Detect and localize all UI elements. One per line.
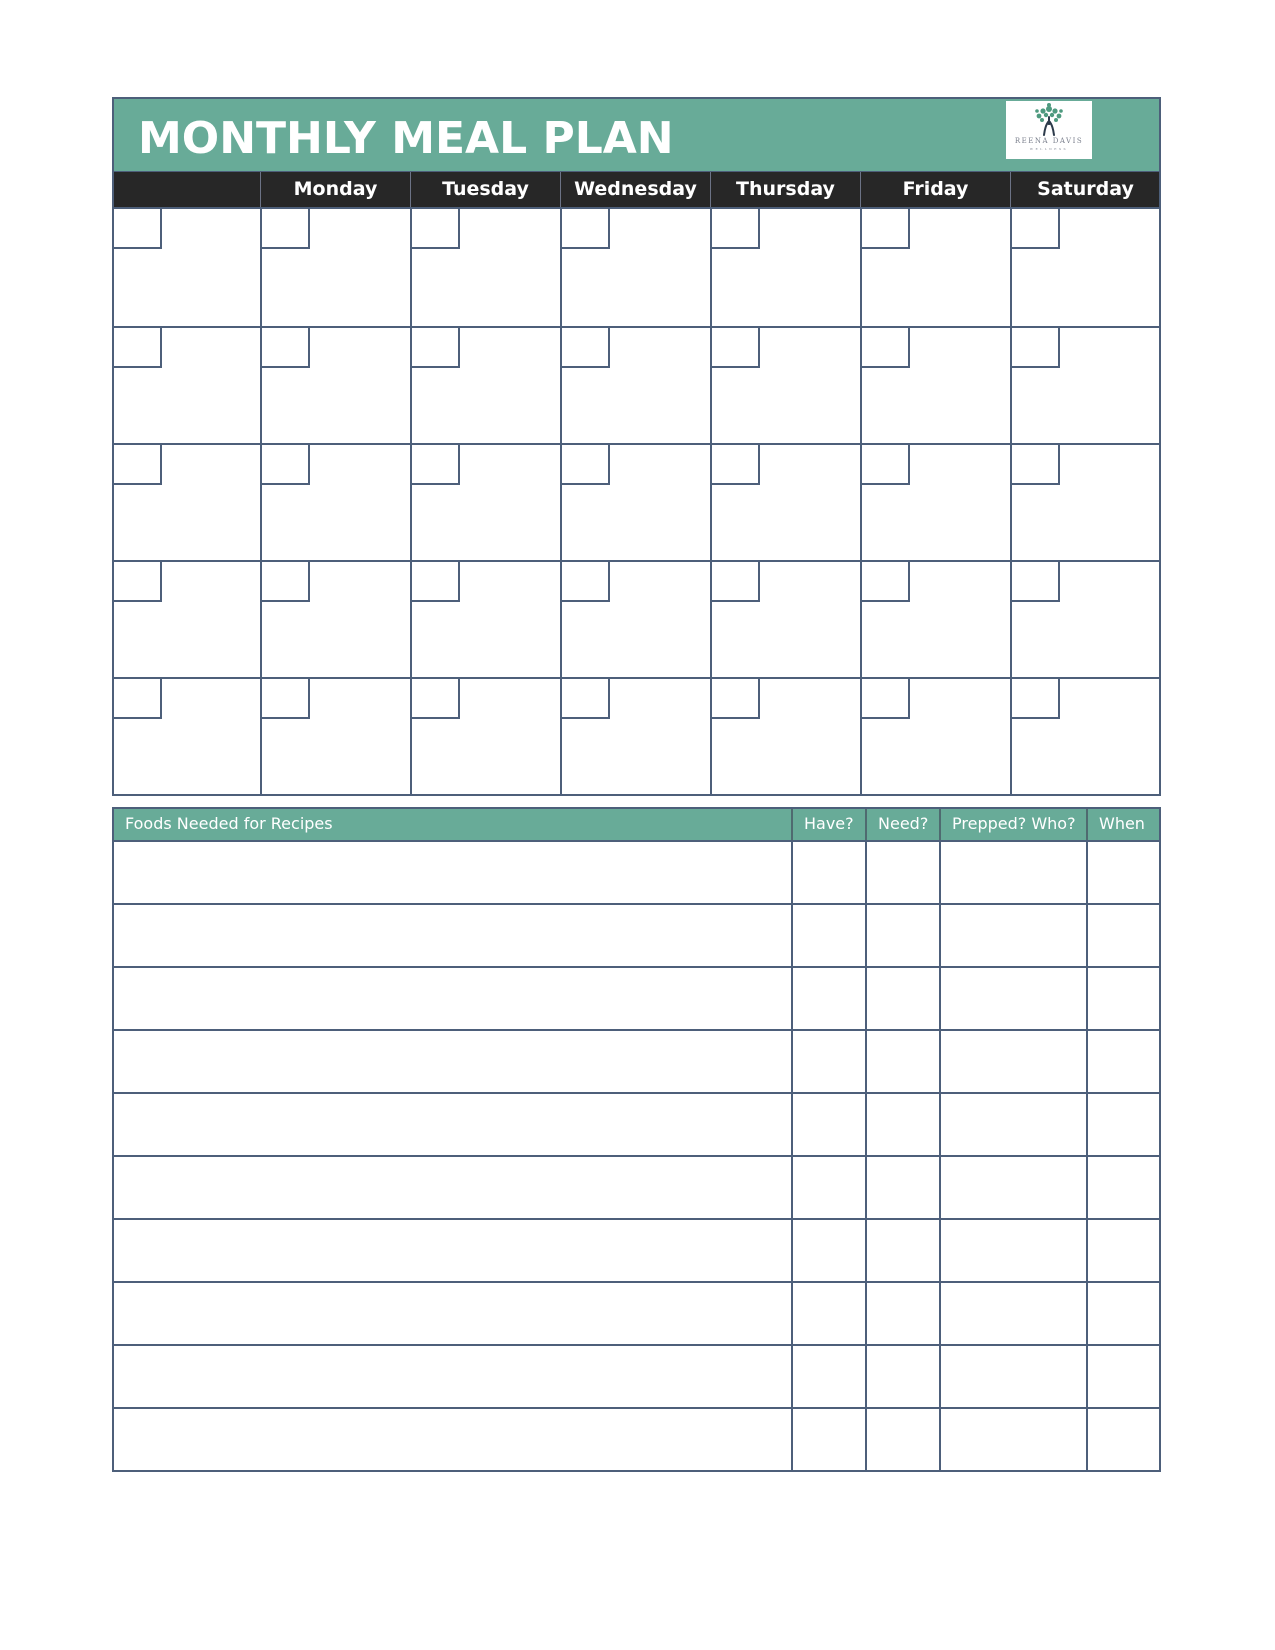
calendar-day-cell[interactable]	[860, 677, 1010, 794]
date-number-box[interactable]	[412, 445, 460, 485]
date-number-box[interactable]	[262, 328, 310, 368]
column-header-need: Need?	[865, 809, 939, 840]
calendar-day-cell[interactable]	[114, 560, 260, 677]
table-row	[114, 1029, 1159, 1092]
when-cell[interactable]	[1086, 1344, 1159, 1407]
calendar-day-cell[interactable]	[114, 443, 260, 560]
when-cell[interactable]	[1086, 1029, 1159, 1092]
have-cell[interactable]	[791, 1029, 865, 1092]
food-name-cell[interactable]	[114, 1407, 791, 1470]
have-cell[interactable]	[791, 1344, 865, 1407]
calendar-day-cell[interactable]	[560, 209, 710, 326]
need-cell[interactable]	[865, 1344, 939, 1407]
calendar-day-cell[interactable]	[710, 677, 860, 794]
need-cell[interactable]	[865, 1281, 939, 1344]
table-row	[114, 966, 1159, 1029]
food-name-cell[interactable]	[114, 1218, 791, 1281]
table-row	[114, 1281, 1159, 1344]
have-cell[interactable]	[791, 966, 865, 1029]
calendar-day-cell[interactable]	[1010, 209, 1160, 326]
have-cell[interactable]	[791, 1155, 865, 1218]
calendar-day-cell[interactable]	[114, 209, 260, 326]
when-cell[interactable]	[1086, 1407, 1159, 1470]
calendar-day-cell[interactable]	[260, 443, 410, 560]
calendar-day-cell[interactable]	[114, 677, 260, 794]
date-number-box[interactable]	[1012, 679, 1060, 719]
calendar-day-cell[interactable]	[410, 677, 560, 794]
need-cell[interactable]	[865, 1029, 939, 1092]
tree-icon	[1006, 101, 1092, 137]
when-cell[interactable]	[1086, 840, 1159, 903]
table-row	[114, 1092, 1159, 1155]
when-cell[interactable]	[1086, 903, 1159, 966]
have-cell[interactable]	[791, 1407, 865, 1470]
calendar-day-cell[interactable]	[260, 326, 410, 443]
date-number-box[interactable]	[562, 445, 610, 485]
food-name-cell[interactable]	[114, 1092, 791, 1155]
have-cell[interactable]	[791, 1092, 865, 1155]
prepped-who-cell[interactable]	[939, 1407, 1086, 1470]
when-cell[interactable]	[1086, 1281, 1159, 1344]
calendar-day-cell[interactable]	[560, 443, 710, 560]
calendar-day-cell[interactable]	[710, 443, 860, 560]
need-cell[interactable]	[865, 966, 939, 1029]
column-header-when: When	[1086, 809, 1159, 840]
date-number-box[interactable]	[114, 209, 162, 249]
when-cell[interactable]	[1086, 1218, 1159, 1281]
have-cell[interactable]	[791, 903, 865, 966]
calendar-day-cell[interactable]	[410, 209, 560, 326]
date-number-box[interactable]	[712, 679, 760, 719]
date-number-box[interactable]	[562, 328, 610, 368]
date-number-box[interactable]	[862, 209, 910, 249]
need-cell[interactable]	[865, 1092, 939, 1155]
date-number-box[interactable]	[562, 562, 610, 602]
calendar-day-cell[interactable]	[710, 209, 860, 326]
calendar-day-cell[interactable]	[1010, 560, 1160, 677]
foods-needed-table	[112, 807, 1161, 1472]
table-row	[114, 1218, 1159, 1281]
date-number-box[interactable]	[1012, 328, 1060, 368]
calendar-day-cell[interactable]	[1010, 677, 1160, 794]
food-name-cell[interactable]	[114, 1281, 791, 1344]
prepped-who-cell[interactable]	[939, 966, 1086, 1029]
prepped-who-cell[interactable]	[939, 1155, 1086, 1218]
prepped-who-cell[interactable]	[939, 903, 1086, 966]
calendar-day-cell[interactable]	[260, 677, 410, 794]
date-number-box[interactable]	[262, 562, 310, 602]
date-number-box[interactable]	[114, 679, 162, 719]
date-number-box[interactable]	[412, 209, 460, 249]
date-number-box[interactable]	[712, 562, 760, 602]
need-cell[interactable]	[865, 1155, 939, 1218]
date-number-box[interactable]	[114, 445, 162, 485]
table-row	[114, 840, 1159, 903]
calendar-day-cell[interactable]	[560, 677, 710, 794]
need-cell[interactable]	[865, 840, 939, 903]
date-number-box[interactable]	[862, 679, 910, 719]
date-number-box[interactable]	[862, 328, 910, 368]
food-name-cell[interactable]	[114, 840, 791, 903]
weekday-header-thursday: Thursday	[710, 172, 860, 207]
date-number-box[interactable]	[412, 562, 460, 602]
calendar-day-cell[interactable]	[710, 326, 860, 443]
logo-name: REENA DAVIS	[1014, 137, 1084, 145]
table-row	[114, 1155, 1159, 1218]
weekday-header-monday: Monday	[260, 172, 410, 207]
calendar-day-cell[interactable]	[1010, 443, 1160, 560]
weekday-header-saturday: Saturday	[1010, 172, 1160, 207]
prepped-who-cell[interactable]	[939, 1092, 1086, 1155]
prepped-who-cell[interactable]	[939, 1029, 1086, 1092]
date-number-box[interactable]	[1012, 209, 1060, 249]
date-number-box[interactable]	[712, 209, 760, 249]
date-number-box[interactable]	[412, 328, 460, 368]
food-name-cell[interactable]	[114, 1155, 791, 1218]
weekday-header-wednesday: Wednesday	[560, 172, 710, 207]
column-header-have: Have?	[791, 809, 865, 840]
logo-tagline: WELLNESS	[1029, 147, 1069, 151]
calendar-day-cell[interactable]	[410, 443, 560, 560]
prepped-who-cell[interactable]	[939, 840, 1086, 903]
prepped-who-cell[interactable]	[939, 1281, 1086, 1344]
date-number-box[interactable]	[712, 445, 760, 485]
when-cell[interactable]	[1086, 1092, 1159, 1155]
have-cell[interactable]	[791, 1218, 865, 1281]
calendar-day-cell[interactable]	[560, 560, 710, 677]
date-number-box[interactable]	[712, 328, 760, 368]
food-name-cell[interactable]	[114, 1344, 791, 1407]
food-name-cell[interactable]	[114, 966, 791, 1029]
date-number-box[interactable]	[262, 679, 310, 719]
calendar-day-cell[interactable]	[860, 209, 1010, 326]
when-cell[interactable]	[1086, 966, 1159, 1029]
calendar-day-cell[interactable]	[860, 443, 1010, 560]
table-row	[114, 903, 1159, 966]
when-cell[interactable]	[1086, 1155, 1159, 1218]
date-number-box[interactable]	[114, 328, 162, 368]
brand-logo	[1006, 101, 1092, 159]
foods-table-header	[114, 809, 1159, 840]
date-number-box[interactable]	[1012, 445, 1060, 485]
need-cell[interactable]	[865, 1407, 939, 1470]
calendar-day-cell[interactable]	[1010, 326, 1160, 443]
column-header-prepped: Prepped? Who?	[939, 809, 1086, 840]
calendar-grid	[112, 209, 1161, 796]
table-row	[114, 1407, 1159, 1470]
prepped-who-cell[interactable]	[939, 1344, 1086, 1407]
have-cell[interactable]	[791, 840, 865, 903]
calendar-day-cell[interactable]	[260, 209, 410, 326]
table-row	[114, 1344, 1159, 1407]
title-banner	[112, 97, 1161, 171]
calendar-day-cell[interactable]	[260, 560, 410, 677]
calendar-day-cell[interactable]	[410, 326, 560, 443]
food-name-cell[interactable]	[114, 1029, 791, 1092]
date-number-box[interactable]	[114, 562, 162, 602]
calendar-day-cell[interactable]	[114, 326, 260, 443]
date-number-box[interactable]	[562, 209, 610, 249]
calendar-day-cell[interactable]	[860, 560, 1010, 677]
date-number-box[interactable]	[562, 679, 610, 719]
calendar-day-cell[interactable]	[860, 326, 1010, 443]
column-header-foods: Foods Needed for Recipes	[125, 814, 333, 833]
prepped-who-cell[interactable]	[939, 1218, 1086, 1281]
weekday-header-tuesday: Tuesday	[410, 172, 560, 207]
date-number-box[interactable]	[262, 445, 310, 485]
date-number-box[interactable]	[262, 209, 310, 249]
weekday-header-friday: Friday	[860, 172, 1010, 207]
date-number-box[interactable]	[862, 562, 910, 602]
need-cell[interactable]	[865, 1218, 939, 1281]
weekday-header-blank	[114, 172, 260, 207]
need-cell[interactable]	[865, 903, 939, 966]
weekday-header-row	[112, 171, 1161, 209]
page-title: MONTHLY MEAL PLAN	[138, 113, 674, 164]
foods-table-body	[114, 840, 1159, 1470]
have-cell[interactable]	[791, 1281, 865, 1344]
calendar-day-cell[interactable]	[710, 560, 860, 677]
calendar-day-cell[interactable]	[410, 560, 560, 677]
food-name-cell[interactable]	[114, 903, 791, 966]
date-number-box[interactable]	[862, 445, 910, 485]
date-number-box[interactable]	[1012, 562, 1060, 602]
calendar-day-cell[interactable]	[560, 326, 710, 443]
date-number-box[interactable]	[412, 679, 460, 719]
meal-plan-sheet	[112, 97, 1161, 1472]
